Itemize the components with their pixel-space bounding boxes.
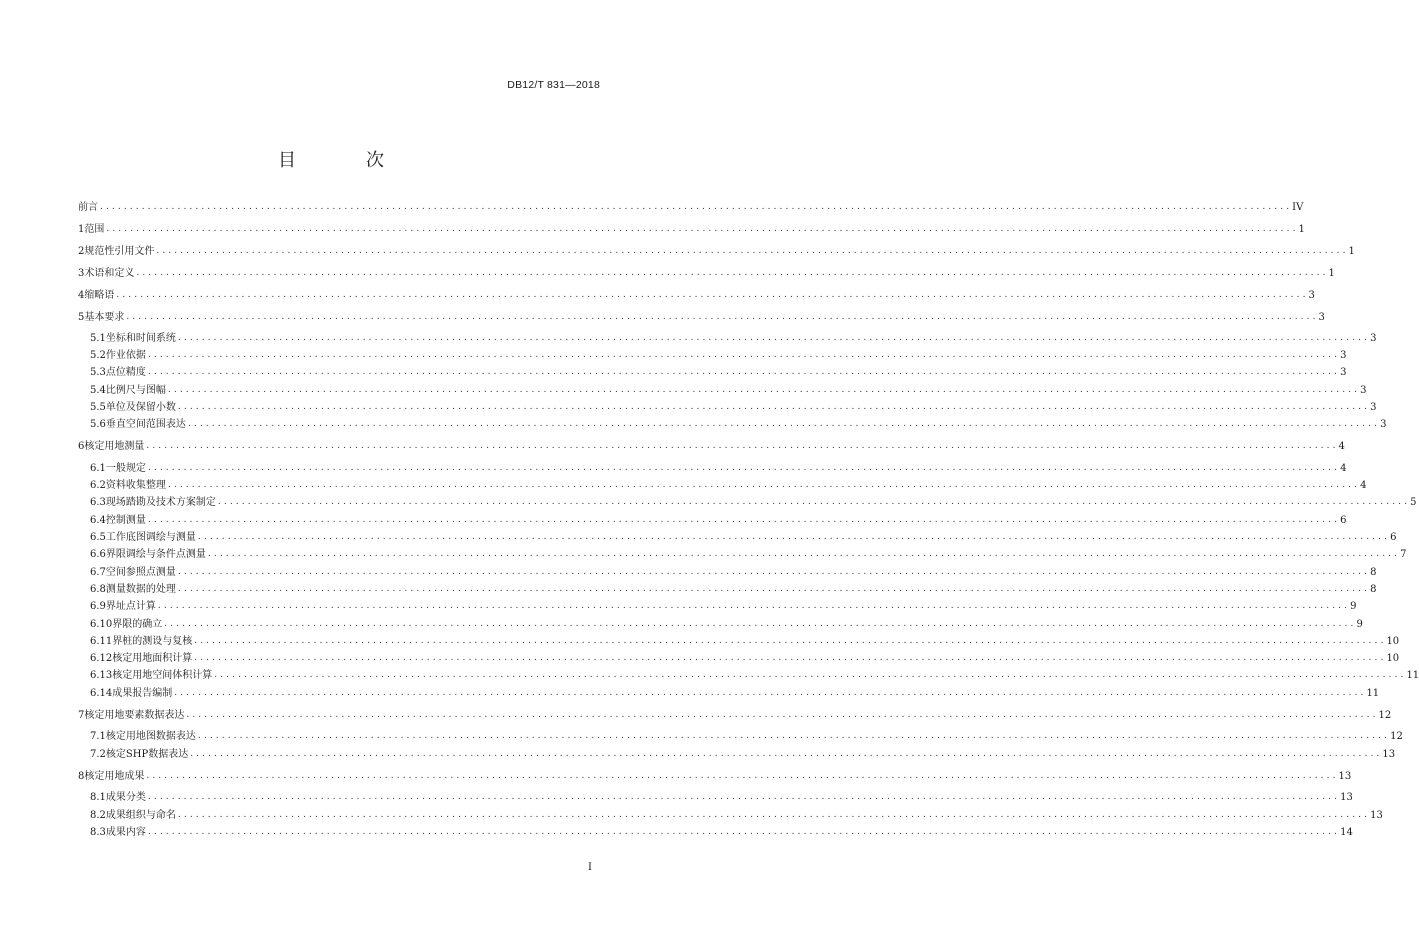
toc-entry-number: 6.12 — [90, 653, 113, 664]
toc-entry-title: 成果分类 — [105, 792, 146, 803]
toc-entry-title: 基本要求 — [84, 312, 125, 323]
toc-leader-dots: ........................................................................................................................................................................................................ — [207, 549, 1401, 559]
toc-entry-page: 13 — [1382, 749, 1396, 760]
toc-entry[interactable] — [78, 266, 1335, 280]
toc-entry[interactable] — [90, 617, 1363, 631]
toc-entry-page: 13 — [1340, 792, 1353, 803]
toc-entry-number: 5.4 — [90, 385, 106, 396]
toc-entry[interactable] — [90, 686, 1380, 700]
toc-entry-number: 3 — [78, 268, 85, 279]
toc-entry-page: 13 — [1370, 810, 1383, 821]
toc-entry[interactable] — [90, 599, 1357, 613]
toc-entry-title: 成果报告编制 — [112, 688, 173, 699]
toc-entry-number: 6.3 — [90, 497, 106, 508]
toc-entry-title: 范围 — [84, 224, 105, 235]
toc-entry-number: 6.9 — [90, 601, 106, 612]
toc-entry-page: 9 — [1356, 619, 1363, 630]
toc-entry-page: IV — [1292, 202, 1304, 213]
toc-entry-number: 4 — [78, 290, 85, 301]
toc-entry-title: 核定SHP数据表达 — [105, 749, 189, 760]
toc-leader-dots: ........................................................................................................................................................................................................ — [197, 731, 1391, 741]
toc-entry-number: 1 — [78, 224, 85, 235]
toc-leader-dots: ........................................................................................................................................................................................................ — [167, 480, 1361, 490]
toc-entry-title: 核定用地图数据表达 — [105, 731, 196, 742]
toc-entry-page: 3 — [1318, 312, 1325, 323]
toc-entry-page: 9 — [1350, 601, 1357, 612]
toc-entry-page: 3 — [1370, 333, 1377, 344]
toc-leader-dots: ........................................................................................................................................................................................................ — [147, 792, 1341, 802]
toc-entry-title: 点位精度 — [105, 367, 146, 378]
toc-entry-title: 界桩的测设与复核 — [112, 636, 193, 647]
toc-entry-title: 前言 — [78, 202, 98, 213]
toc-entry-title: 成果组织与命名 — [105, 810, 176, 821]
toc-entry-page: 12 — [1390, 731, 1403, 742]
toc-entry-number: 5.2 — [90, 350, 106, 361]
toc-leader-dots: ........................................................................................................................................................................................................ — [136, 268, 1329, 278]
toc-entry-number: 7.2 — [90, 749, 106, 760]
toc-entry-page: 3 — [1360, 385, 1367, 396]
toc-leader-dots: ........................................................................................................................................................................................................ — [186, 710, 1379, 720]
toc-entry[interactable] — [90, 651, 1400, 665]
toc-entry[interactable] — [90, 513, 1347, 527]
toc-leader-dots: ........................................................................................................................................................................................................ — [174, 688, 1367, 698]
toc-leader-dots: ........................................................................................................................................................................................................ — [147, 515, 1341, 525]
toc-leader-dots: ........................................................................................................................................................................................................ — [177, 584, 1371, 594]
toc-entry-number: 8.1 — [90, 792, 106, 803]
toc-entry-page: 11 — [1366, 688, 1380, 699]
toc-entry-title: 核定用地面积计算 — [112, 653, 193, 664]
toc-entry[interactable] — [90, 808, 1383, 822]
toc-entry[interactable] — [90, 790, 1353, 804]
toc-entry-page: 1 — [1348, 246, 1355, 257]
toc-entry-number: 5.6 — [90, 419, 106, 430]
toc-leader-dots: ........................................................................................................................................................................................................ — [157, 601, 1351, 611]
page-number: I — [588, 862, 592, 873]
toc-entry[interactable] — [90, 400, 1377, 414]
toc-entry-page: 10 — [1386, 636, 1400, 647]
toc-entry-title: 单位及保留小数 — [105, 402, 176, 413]
toc-entry-number: 6.11 — [90, 636, 113, 647]
toc-entry-number: 7.1 — [90, 731, 106, 742]
toc-entry-page: 10 — [1386, 653, 1400, 664]
toc-entry-page: 3 — [1340, 350, 1347, 361]
toc-entry-number: 2 — [78, 246, 85, 257]
toc-leader-dots: ........................................................................................................................................................................................................ — [126, 312, 1319, 322]
toc-entry-page: 12 — [1378, 710, 1392, 721]
toc-entry-page: 4 — [1338, 441, 1345, 452]
toc-entry-page: 3 — [1370, 402, 1377, 413]
toc-leader-dots: ........................................................................................................................................................................................................ — [177, 810, 1371, 820]
toc-leader-dots: ........................................................................................................................................................................................................ — [214, 670, 1407, 680]
toc-leader-dots: ........................................................................................................................................................................................................ — [177, 333, 1371, 343]
toc-entry-title: 空间参照点测量 — [105, 567, 176, 578]
toc-entry[interactable] — [90, 668, 1419, 682]
toc-leader-dots: ........................................................................................................................................................................................................ — [194, 653, 1387, 663]
toc-leader-dots: ........................................................................................................................................................................................................ — [106, 224, 1299, 234]
toc-entry[interactable] — [90, 365, 1347, 379]
toc-entry-number: 6.2 — [90, 480, 106, 491]
toc-entry-page: 8 — [1370, 584, 1377, 595]
toc-entry[interactable] — [90, 495, 1417, 509]
toc-entry-number: 6.10 — [90, 619, 113, 630]
toc-entry-page: 3 — [1380, 419, 1387, 430]
toc-entry[interactable] — [90, 582, 1377, 596]
toc-entry-page: 3 — [1308, 290, 1315, 301]
toc-leader-dots: ........................................................................................................................................................................................................ — [116, 290, 1309, 300]
toc-entry[interactable] — [78, 310, 1325, 324]
toc-leader-dots: ........................................................................................................................................................................................................ — [194, 636, 1387, 646]
toc-entry-title: 现场踏勘及技术方案制定 — [105, 497, 216, 508]
toc-entry-page: 5 — [1410, 497, 1417, 508]
toc-entry[interactable] — [90, 729, 1403, 743]
toc-entry[interactable] — [90, 348, 1347, 362]
toc-entry-number: 8.2 — [90, 810, 106, 821]
toc-entry[interactable] — [90, 634, 1400, 648]
toc-entry-title: 测量数据的处理 — [105, 584, 176, 595]
toc-leader-dots: ........................................................................................................................................................................................................ — [167, 385, 1361, 395]
toc-entry-number: 6.4 — [90, 515, 106, 526]
toc-leader-dots: ........................................................................................................................................................................................................ — [147, 463, 1341, 473]
toc-entry-number: 7 — [78, 710, 85, 721]
toc-entry-number: 5.5 — [90, 402, 106, 413]
toc-entry[interactable] — [78, 200, 1304, 214]
toc-entry-title: 缩略语 — [84, 290, 115, 301]
toc-entry-page: 1 — [1328, 268, 1335, 279]
toc-leader-dots: ........................................................................................................................................................................................................ — [177, 402, 1371, 412]
toc-entry-page: 7 — [1400, 549, 1407, 560]
toc-entry-title: 成果内容 — [105, 827, 146, 838]
toc-entry-number: 6.13 — [90, 670, 113, 681]
toc-entry-title: 核定用地成果 — [84, 771, 145, 782]
toc-entry-page: 13 — [1338, 771, 1352, 782]
toc-entry-title: 界址点计算 — [105, 601, 156, 612]
toc-entry-number: 6.5 — [90, 532, 106, 543]
toc-leader-dots: ........................................................................................................................................................................................................ — [100, 202, 1293, 212]
toc-entry-page: 4 — [1360, 480, 1367, 491]
toc-entry[interactable] — [90, 383, 1367, 397]
toc-entry[interactable] — [90, 565, 1377, 579]
toc-entry[interactable] — [78, 222, 1305, 236]
toc-leader-dots: ........................................................................................................................................................................................................ — [197, 532, 1391, 542]
toc-entry-title: 界限调绘与条件点测量 — [105, 549, 206, 560]
toc-entry-number: 5.3 — [90, 367, 106, 378]
toc-entry-page: 11 — [1406, 670, 1419, 681]
toc-leader-dots: ........................................................................................................................................................................................................ — [217, 497, 1411, 507]
toc-entry-title: 核定用地要素数据表达 — [84, 710, 185, 721]
toc-entry-page: 6 — [1340, 515, 1347, 526]
toc-entry[interactable] — [90, 417, 1387, 431]
toc-entry[interactable] — [90, 478, 1367, 492]
toc-entry-page: 6 — [1390, 532, 1397, 543]
toc-entry-number: 5.1 — [90, 333, 106, 344]
toc-entry-page: 1 — [1298, 224, 1305, 235]
toc-entry[interactable] — [78, 708, 1392, 722]
toc-leader-dots: ........................................................................................................................................................................................................ — [146, 441, 1339, 451]
toc-leader-dots: ........................................................................................................................................................................................................ — [156, 246, 1349, 256]
toc-entry[interactable] — [78, 439, 1345, 453]
toc-leader-dots: ........................................................................................................................................................................................................ — [147, 827, 1341, 837]
toc-entry-title: 核定用地空间体积计算 — [112, 670, 213, 681]
toc-entry[interactable] — [78, 244, 1355, 258]
toc-leader-dots: ........................................................................................................................................................................................................ — [187, 419, 1381, 429]
document-code: DB12/T 831—2018 — [507, 79, 600, 91]
toc-entry[interactable] — [90, 461, 1347, 475]
toc-entry-number: 6.14 — [90, 688, 113, 699]
toc-entry[interactable] — [90, 825, 1353, 839]
toc-entry-number: 6.8 — [90, 584, 106, 595]
toc-leader-dots: ........................................................................................................................................................................................................ — [177, 567, 1371, 577]
toc-entry-title: 核定用地测量 — [84, 441, 145, 452]
toc-leader-dots: ........................................................................................................................................................................................................ — [147, 350, 1341, 360]
toc-entry[interactable] — [78, 769, 1352, 783]
toc-entry-title: 工作底图调绘与测量 — [105, 532, 196, 543]
toc-leader-dots: ........................................................................................................................................................................................................ — [147, 367, 1341, 377]
toc-leader-dots: ........................................................................................................................................................................................................ — [190, 749, 1383, 759]
toc-entry[interactable] — [90, 547, 1407, 561]
toc-entry-number: 6.7 — [90, 567, 106, 578]
toc-entry-number: 6.1 — [90, 463, 106, 474]
toc-entry-title: 作业依据 — [105, 350, 146, 361]
toc-entry-page: 8 — [1370, 567, 1377, 578]
toc-entry[interactable] — [90, 747, 1396, 761]
toc-entry-title: 术语和定义 — [84, 268, 135, 279]
toc-entry-title: 坐标和时间系统 — [105, 333, 176, 344]
toc-entry-page: 3 — [1340, 367, 1347, 378]
toc-leader-dots: ........................................................................................................................................................................................................ — [164, 619, 1357, 629]
toc-entry-title: 规范性引用文件 — [84, 246, 155, 257]
toc-entry-number: 6 — [78, 441, 85, 452]
toc-entry-page: 4 — [1340, 463, 1347, 474]
toc-entry[interactable] — [90, 331, 1377, 345]
toc-leader-dots: ........................................................................................................................................................................................................ — [146, 771, 1339, 781]
toc-entry-title: 一般规定 — [105, 463, 146, 474]
toc-entry-title: 控制测量 — [105, 515, 146, 526]
toc-entry-title: 垂直空间范围表达 — [105, 419, 186, 430]
page-title: 目 次 — [278, 150, 410, 171]
toc-entry-title: 比例尺与图幅 — [105, 385, 166, 396]
toc-entry-page: 14 — [1340, 827, 1353, 838]
toc-entry-number: 6.6 — [90, 549, 106, 560]
toc-entry-title: 资料收集整理 — [105, 480, 166, 491]
toc-entry-number: 8.3 — [90, 827, 106, 838]
toc-entry-number: 5 — [78, 312, 85, 323]
toc-entry-number: 8 — [78, 771, 85, 782]
toc-entry[interactable] — [90, 530, 1397, 544]
toc-entry[interactable] — [78, 288, 1315, 302]
toc-entry-title: 界限的确立 — [112, 619, 163, 630]
